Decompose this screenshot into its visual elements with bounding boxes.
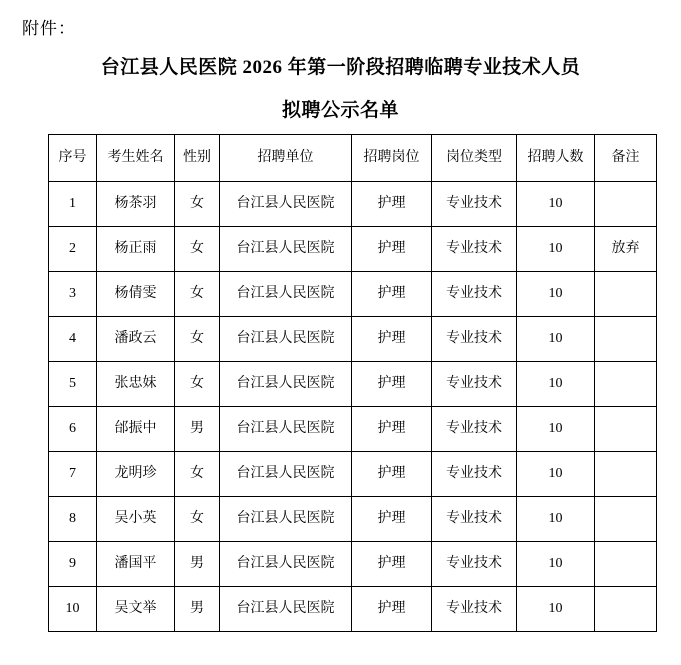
cell-name: 吴文举 — [97, 587, 175, 632]
cell-type: 专业技术 — [432, 182, 517, 227]
cell-seq: 8 — [49, 497, 97, 542]
cell-remark — [595, 542, 657, 587]
cell-type: 专业技术 — [432, 497, 517, 542]
cell-unit: 台江县人民医院 — [220, 497, 352, 542]
cell-seq: 10 — [49, 587, 97, 632]
cell-post: 护理 — [352, 182, 432, 227]
cell-type: 专业技术 — [432, 362, 517, 407]
table-row — [49, 497, 657, 542]
cell-seq: 6 — [49, 407, 97, 452]
cell-count: 10 — [517, 317, 595, 362]
cell-type: 专业技术 — [432, 407, 517, 452]
cell-gender: 男 — [175, 587, 220, 632]
column-header-name: 考生姓名 — [97, 135, 175, 182]
cell-unit: 台江县人民医院 — [220, 362, 352, 407]
cell-seq: 7 — [49, 452, 97, 497]
cell-post: 护理 — [352, 407, 432, 452]
cell-count: 10 — [517, 182, 595, 227]
table-row — [49, 542, 657, 587]
table-body — [49, 182, 657, 632]
roster-table-container — [48, 134, 640, 632]
table-row — [49, 587, 657, 632]
cell-type: 专业技术 — [432, 587, 517, 632]
table-row — [49, 407, 657, 452]
cell-name: 龙明珍 — [97, 452, 175, 497]
table-row — [49, 227, 657, 272]
cell-type: 专业技术 — [432, 272, 517, 317]
cell-count: 10 — [517, 272, 595, 317]
cell-name: 潘政云 — [97, 317, 175, 362]
cell-type: 专业技术 — [432, 542, 517, 587]
cell-seq: 2 — [49, 227, 97, 272]
cell-gender: 女 — [175, 317, 220, 362]
cell-type: 专业技术 — [432, 227, 517, 272]
cell-seq: 1 — [49, 182, 97, 227]
cell-unit: 台江县人民医院 — [220, 587, 352, 632]
cell-gender: 女 — [175, 362, 220, 407]
cell-unit: 台江县人民医院 — [220, 227, 352, 272]
cell-seq: 3 — [49, 272, 97, 317]
cell-gender: 女 — [175, 227, 220, 272]
table-header-row — [49, 135, 657, 182]
column-header-count: 招聘人数 — [517, 135, 595, 182]
cell-remark — [595, 272, 657, 317]
table-row — [49, 317, 657, 362]
cell-type: 专业技术 — [432, 317, 517, 362]
cell-gender: 女 — [175, 272, 220, 317]
cell-post: 护理 — [352, 452, 432, 497]
cell-remark — [595, 497, 657, 542]
cell-post: 护理 — [352, 272, 432, 317]
cell-count: 10 — [517, 227, 595, 272]
cell-name: 吴小英 — [97, 497, 175, 542]
cell-count: 10 — [517, 452, 595, 497]
cell-unit: 台江县人民医院 — [220, 452, 352, 497]
table-row — [49, 452, 657, 497]
cell-remark — [595, 452, 657, 497]
column-header-seq: 序号 — [49, 135, 97, 182]
cell-post: 护理 — [352, 587, 432, 632]
cell-remark — [595, 317, 657, 362]
table-row — [49, 362, 657, 407]
column-header-remark: 备注 — [595, 135, 657, 182]
table-row — [49, 182, 657, 227]
cell-gender: 男 — [175, 407, 220, 452]
cell-seq: 9 — [49, 542, 97, 587]
attachment-label: 附件： — [22, 19, 76, 38]
cell-name: 张忠妹 — [97, 362, 175, 407]
page-title: 台江县人民医院 2026 年第一阶段招聘临聘专业技术人员 — [100, 57, 581, 78]
cell-gender: 女 — [175, 497, 220, 542]
page-subtitle: 拟聘公示名单 — [281, 100, 399, 121]
cell-seq: 5 — [49, 362, 97, 407]
cell-remark — [595, 587, 657, 632]
cell-post: 护理 — [352, 227, 432, 272]
cell-name: 邰振中 — [97, 407, 175, 452]
cell-unit: 台江县人民医院 — [220, 317, 352, 362]
cell-unit: 台江县人民医院 — [220, 407, 352, 452]
cell-gender: 男 — [175, 542, 220, 587]
column-header-gender: 性别 — [175, 135, 220, 182]
cell-post: 护理 — [352, 542, 432, 587]
cell-count: 10 — [517, 362, 595, 407]
column-header-unit: 招聘单位 — [220, 135, 352, 182]
cell-gender: 女 — [175, 182, 220, 227]
cell-post: 护理 — [352, 317, 432, 362]
cell-name: 杨倩雯 — [97, 272, 175, 317]
cell-unit: 台江县人民医院 — [220, 272, 352, 317]
cell-gender: 女 — [175, 452, 220, 497]
cell-count: 10 — [517, 542, 595, 587]
cell-remark — [595, 407, 657, 452]
cell-unit: 台江县人民医院 — [220, 182, 352, 227]
cell-remark — [595, 182, 657, 227]
cell-unit: 台江县人民医院 — [220, 542, 352, 587]
cell-post: 护理 — [352, 497, 432, 542]
cell-name: 杨正雨 — [97, 227, 175, 272]
cell-name: 潘国平 — [97, 542, 175, 587]
column-header-post: 招聘岗位 — [352, 135, 432, 182]
cell-type: 专业技术 — [432, 452, 517, 497]
table-row — [49, 272, 657, 317]
cell-remark — [595, 362, 657, 407]
cell-count: 10 — [517, 587, 595, 632]
cell-count: 10 — [517, 497, 595, 542]
cell-post: 护理 — [352, 362, 432, 407]
cell-remark: 放弃 — [595, 227, 657, 272]
cell-count: 10 — [517, 407, 595, 452]
cell-name: 杨茶羽 — [97, 182, 175, 227]
roster-table — [48, 134, 657, 632]
cell-seq: 4 — [49, 317, 97, 362]
table-header — [49, 135, 657, 182]
column-header-type: 岗位类型 — [432, 135, 517, 182]
